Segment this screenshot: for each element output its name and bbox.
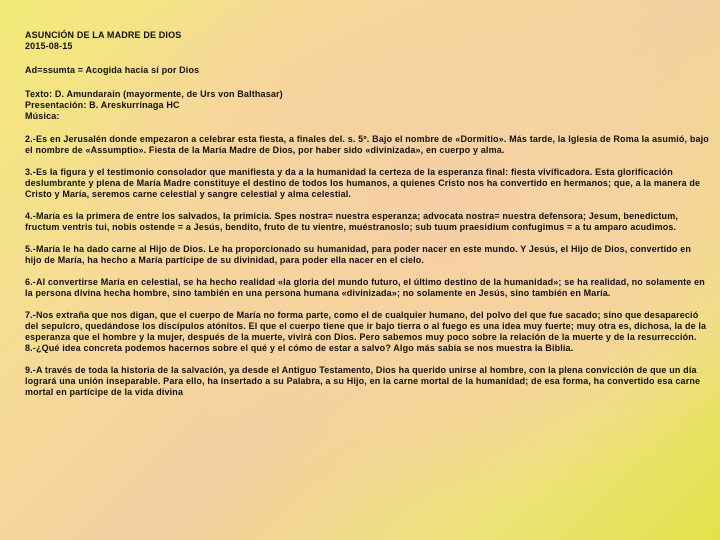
credits-block bbox=[25, 89, 710, 122]
credit-presentacion: Presentación: B. Areskurrinaga HC bbox=[25, 100, 180, 110]
paragraph-5: 5.-María le ha dado carne al Hijo de Dios. Le ha proporcionado su humanidad, para poder nacer en este mundo. Y Jesús, el Hijo de Dios, convertido en hijo de María, ha hecho a María partícipe de su divinidad, para poder ella nacer en el cielo. bbox=[25, 244, 692, 265]
document-date: 2015-08-15 bbox=[25, 41, 73, 51]
document-body bbox=[25, 30, 710, 409]
document-title: ASUNCIÓN DE LA MADRE DE DIOS bbox=[25, 30, 182, 40]
credit-texto: Texto: D. Amundarain (mayormente, de Urs von Balthasar) bbox=[25, 89, 283, 99]
document-subtitle: Ad=ssumta = Acogida hacia sí por Dios bbox=[25, 65, 200, 75]
credit-musica: Música: bbox=[25, 111, 60, 121]
paragraph-8: 8.-¿Qué idea concreta podemos hacernos sobre el qué y el cómo de estar a salvo? Algo más sabía se nos muestra la Biblia. bbox=[25, 343, 574, 353]
subtitle-block bbox=[25, 65, 710, 76]
paragraph-2: 2.-Es en Jerusalén donde empezaron a celebrar esta fiesta, a finales del. s. 5º. Bajo el nombre de «Dormitio». Más tarde, la Iglesia de Roma la asumió, bajo el nombre de «Assumptio». Fiesta de la María Madre de Dios, por haber sido «divinizada», en cuerpo y alma. bbox=[25, 134, 709, 155]
paragraph-4: 4.-María es la primera de entre los salvados, la primicia. Spes nostra= nuestra esperanza; advocata nostra= nuestra defensora; Jesum, benedictum, fructum ventris tui, nobis ostende = a Jesús, bendito, fruto de tu vientre, muéstranoslo; sub tuum praesidium confugimus = a tu amparo acudimos. bbox=[25, 211, 678, 232]
paragraph-3: 3.-Es la figura y el testimonio consolador que manifiesta y da a la humanidad la certeza de la esperanza final: fiesta vivificadora. Esta glorificación deslumbrante y plena de María Madre constituye el destino de todos los humanos, a quienes Cristo nos ha convertido en hermanos; que, a la manera de Cristo y María, seremos carne celestial y sangre celestial y alma celestial. bbox=[25, 167, 701, 199]
paragraph-7: 7.-Nos extraña que nos digan, que el cuerpo de María no forma parte, como el de cualquier humano, del polvo del que fue sacado; sino que desapareció del sepulcro, quedándose los discípulos atónitos. El que el cuerpo tiene que ir bajo tierra o al fuego es una idea muy fuerte; muy otra es, dichosa, la de la esperanza que el hombre y la mujer, después de la muerte, vivirá con Dios. Pero sabemos muy poco sobre la relación de la muerte y de la resurrección. bbox=[25, 310, 707, 342]
paragraph-9: 9.-A través de toda la historia de la salvación, ya desde el Antiguo Testamento, Dios ha querido unirse al hombre, con la plena convicción de que un día logrará una unión inseparable. Para ello, ha insertado a su Palabra, a su Hijo, en la carne mortal de la humanidad; de esa forma, ha convertido esa carne mortal en partícipe de la vida divina bbox=[25, 365, 701, 397]
paragraph-6: 6.-Al convertirse María en celestial, se ha hecho realidad «la gloria del mundo futuro, el último destino de la humanidad»; se ha realidad, no solamente en la persona divina hecha hombre, sino también en una persona humana «divinizada»; no solamente en Jesús, sino también en María. bbox=[25, 277, 705, 298]
document-header bbox=[25, 30, 710, 52]
